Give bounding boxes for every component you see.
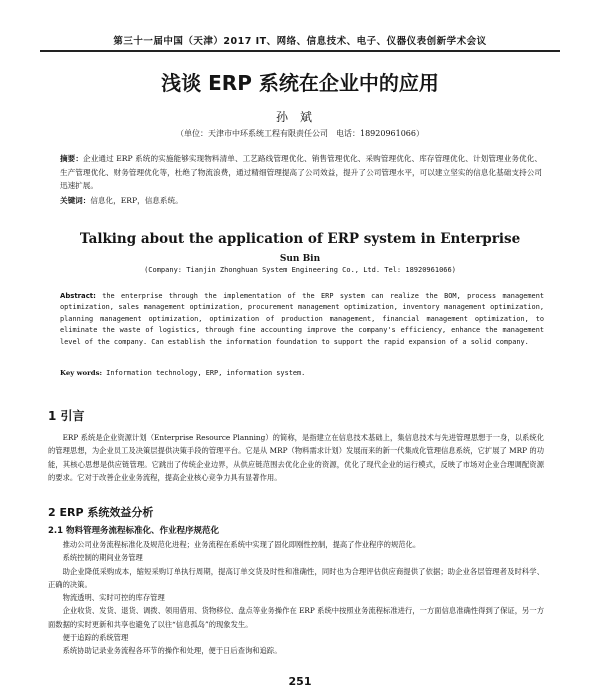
- section-1-heading: 1 引言: [48, 409, 85, 423]
- paragraph: 推动公司业务流程标准化及规范化进程；业务流程在系统中实现了固化即刚性控制，提高了作业程序的规范化。: [62, 540, 421, 549]
- header-rule: [40, 50, 560, 52]
- abstract-en-label: Abstract:: [60, 292, 96, 300]
- abstract-en-text: the enterprise through the implementation of the ERP system can realize the BOM, process management optimization, sales management optimization, procurement management optimization, inventory management optimization, planning management optimization, optimization of production management, financial management optimization, to eliminate the waste of logistics, through fine accounting improve the company's efficiency, enhance the management level of the company. Can establish the information foundation to support the rapid expansion of a solid company.: [60, 292, 544, 346]
- keywords-zh-label: 关键词：: [60, 196, 91, 205]
- english-title: Talking about the application of ERP system in Enterprise: [79, 231, 521, 247]
- abstract-zh-label: 摘要：: [60, 154, 84, 163]
- author-affiliation: （单位：天津市中环系统工程有限责任公司 电话：18920961066）: [176, 129, 424, 138]
- abstract-en: [60, 291, 544, 348]
- author-name: 孙斌: [275, 110, 324, 124]
- keywords-en: [60, 368, 544, 379]
- section-2-body: [48, 538, 544, 658]
- abstract-zh-text: 企业通过 ERP 系统的实施能够实现物料清单、工艺路线管理优化、销售管理优化、采购管理优化、库存管理优化、计划管理业务优化、生产管理优化、财务管理优化等，杜绝了物流浪费，通过精细管理提高了公司效益，提升了公司管理水平，可以建立坚实的信息化基础支持公司迅速扩展。: [60, 154, 542, 190]
- running-header: 第三十一届中国（天津）2017 IT、网络、信息技术、电子、仪器仪表创新学术会议: [113, 36, 487, 47]
- section-1-text: ERP 系统是企业资源计划（Enterprise Resource Planning）的简称，是指建立在信息技术基础上，集信息技术与先进管理思想于一身，以系统化的管理思想，为企业员工及决策层提供决策手段的管理平台。它是从 MRP（物料需求计划）发展而来的新一代集成化管理信息系统，它扩展了 MRP 的功能，其核心思想是供应链管理。它跳出了传统企业边界，从供应链范围去优化企业的资源，优化了现代企业的运行模式，反映了市场对企业合理调配资源的要求。它对于改善企业业务流程，提高企业核心竞争力具有显著作用。: [48, 433, 544, 482]
- english-author: Sun Bin: [279, 254, 321, 264]
- paragraph: 系统控制的期间业务管理: [62, 553, 143, 563]
- subsection-2-1-heading: 2.1 物料管理务流程标准化、作业程序规范化: [48, 526, 220, 536]
- page-number: 251: [288, 675, 312, 688]
- paragraph: 便于追踪的系统管理: [62, 633, 129, 643]
- paper-title: 浅谈 ERP 系统在企业中的应用: [161, 71, 439, 95]
- keywords-en-label: Key words:: [60, 369, 103, 377]
- keywords-zh-text: 信息化，ERP，信息系统。: [90, 196, 183, 205]
- abstract-zh: [60, 152, 542, 193]
- keywords-zh: [60, 195, 542, 207]
- keywords-en-text: Information technology, ERP, information system.: [102, 369, 306, 377]
- paragraph: 物流透明、实时可控的库存管理: [62, 593, 165, 603]
- paragraph: 企业收货、发货、退货、调拨、领用借用、货物移位、盘点等业务操作在 ERP 系统中按照业务流程标准进行，一方面信息准确性得到了保证，另一方面数据的实时更新和共享也避免了以往“信息孤岛”的现象发生。: [48, 606, 544, 629]
- english-affiliation: (Company: Tianjin Zhonghuan System Engineering Co., Ltd. Tel: 18920961066): [144, 266, 456, 274]
- paragraph: 系统协助记录业务流程各环节的操作和处理，便于日后查询和追踪。: [62, 646, 282, 656]
- section-2-heading: 2 ERP 系统效益分析: [48, 506, 154, 519]
- paragraph: 助企业降低采购成本，缩短采购订单执行周期，提高订单交货及时性和准确性，同时也为合理评估供应商提供了依据；助企业各层管理者及时科学、正确的决策。: [48, 566, 544, 589]
